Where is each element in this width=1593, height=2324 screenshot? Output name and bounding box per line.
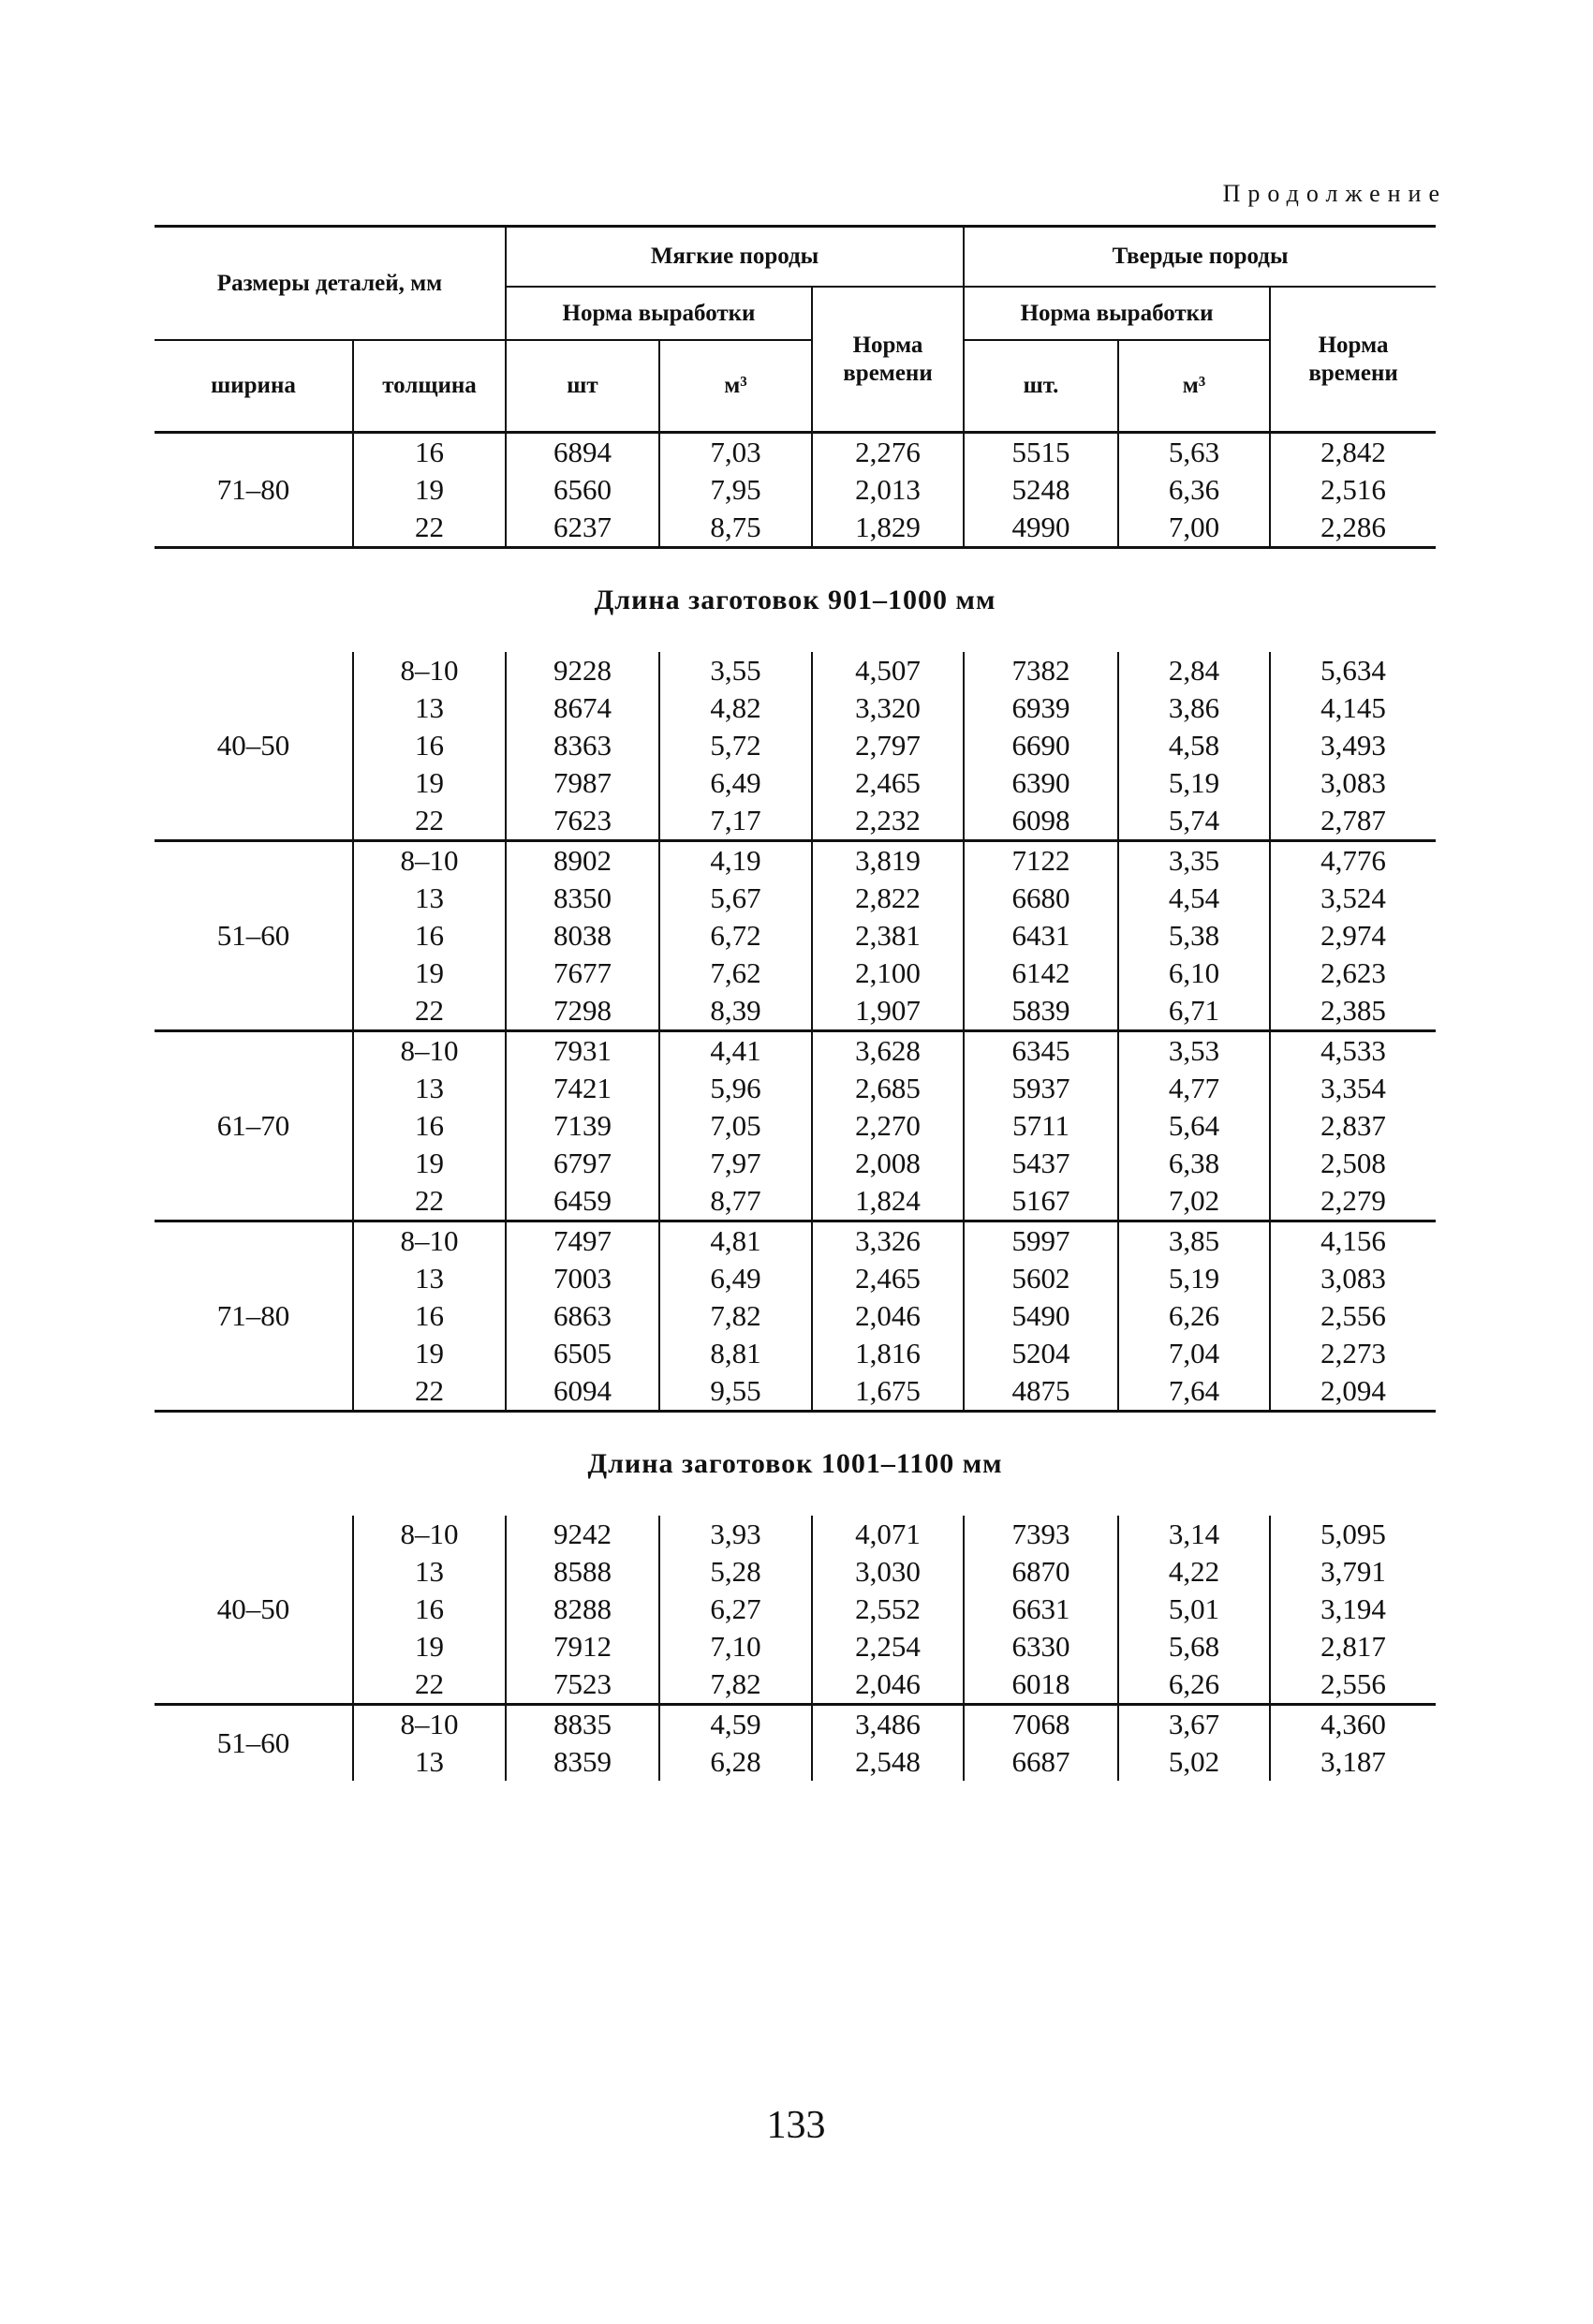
width-value: 71–80 <box>155 1221 353 1412</box>
hard-m3-value: 5,19 <box>1168 766 1220 799</box>
soft-pcs-header: шт <box>506 340 659 433</box>
soft-pcs-value: 7421 <box>553 1072 612 1104</box>
section-heading-row <box>155 1412 1436 1517</box>
hard-pcs-value: 7122 <box>1011 844 1070 877</box>
hard-time-norm-header: Норма времени <box>1270 287 1436 433</box>
hard-m3-value: 5,68 <box>1168 1630 1220 1663</box>
thickness-value: 8–10 <box>400 1708 459 1740</box>
soft-time-norm-value: 2,797 <box>855 729 921 762</box>
soft-time-norm-value: 3,628 <box>855 1034 921 1067</box>
thickness-column <box>353 433 506 548</box>
soft-m3-value: 7,17 <box>710 804 761 836</box>
hard-pcs-value: 6018 <box>1011 1667 1070 1700</box>
soft-m3-value: 7,95 <box>710 473 761 506</box>
thickness-value: 13 <box>415 881 444 914</box>
hard-pcs-value: 6098 <box>1011 804 1070 836</box>
soft-m3-value: 8,77 <box>710 1184 761 1217</box>
soft-time-norm-column <box>812 1221 964 1412</box>
soft-pcs-value: 8674 <box>553 691 612 724</box>
hard-m3-header: м³ <box>1118 340 1270 433</box>
width-value: 40–50 <box>155 1516 353 1705</box>
hard-time-norm-column <box>1270 1516 1436 1705</box>
hard-time-norm-value: 2,273 <box>1320 1337 1386 1369</box>
hard-m3-value: 3,86 <box>1168 691 1220 724</box>
hard-m3-value: 7,02 <box>1168 1184 1220 1217</box>
soft-m3-value: 4,41 <box>710 1034 761 1067</box>
hard-time-norm-value: 2,508 <box>1320 1147 1386 1179</box>
hard-pcs-value: 5490 <box>1011 1299 1070 1332</box>
hard-time-norm-value: 3,083 <box>1320 1262 1386 1295</box>
hard-m3-value: 4,77 <box>1168 1072 1220 1104</box>
thickness-value: 13 <box>415 1555 444 1588</box>
thickness-value: 8–10 <box>400 654 459 687</box>
soft-m3-value: 4,19 <box>710 844 761 877</box>
soft-species-header: Мягкие породы <box>506 227 964 288</box>
thickness-value: 22 <box>415 994 444 1027</box>
soft-m3-value: 5,67 <box>710 881 761 914</box>
table-body <box>155 433 1436 1782</box>
thickness-value: 13 <box>415 1745 444 1778</box>
soft-m3-value: 4,82 <box>710 691 761 724</box>
soft-time-norm-value: 2,100 <box>855 956 921 989</box>
soft-time-norm-column <box>812 1705 964 1782</box>
soft-time-norm-value: 2,270 <box>855 1109 921 1142</box>
soft-pcs-value: 6094 <box>553 1374 612 1407</box>
soft-m3-column <box>659 1221 812 1412</box>
table-row-group <box>155 1031 1436 1221</box>
hard-pcs-column <box>964 1516 1118 1705</box>
hard-m3-value: 6,36 <box>1168 473 1220 506</box>
thickness-value: 16 <box>415 1109 444 1142</box>
hard-time-norm-value: 3,791 <box>1320 1555 1386 1588</box>
thickness-value: 22 <box>415 511 444 543</box>
thickness-value: 16 <box>415 729 444 762</box>
hard-time-norm-value: 4,533 <box>1320 1034 1386 1067</box>
hard-time-norm-value: 2,516 <box>1320 473 1386 506</box>
soft-time-norm-value: 4,507 <box>855 654 921 687</box>
soft-time-norm-value: 2,685 <box>855 1072 921 1104</box>
hard-pcs-value: 6330 <box>1011 1630 1070 1663</box>
hard-pcs-value: 5839 <box>1011 994 1070 1027</box>
soft-pcs-value: 7931 <box>553 1034 612 1067</box>
soft-pcs-column <box>506 433 659 548</box>
thickness-value: 16 <box>415 1299 444 1332</box>
hard-time-norm-column <box>1270 1031 1436 1221</box>
soft-time-norm-value: 2,046 <box>855 1299 921 1332</box>
soft-m3-value: 4,81 <box>710 1224 761 1257</box>
thickness-value: 22 <box>415 1374 444 1407</box>
soft-m3-value: 7,82 <box>710 1299 761 1332</box>
hard-m3-value: 4,58 <box>1168 729 1220 762</box>
hard-time-norm-value: 3,187 <box>1320 1745 1386 1778</box>
hard-m3-column <box>1118 1516 1270 1705</box>
hard-output-norm-header: Норма выработки <box>964 287 1270 340</box>
hard-time-norm-value: 2,842 <box>1320 436 1386 468</box>
thickness-value: 8–10 <box>400 1517 459 1550</box>
hard-m3-value: 6,26 <box>1168 1667 1220 1700</box>
hard-pcs-column <box>964 841 1118 1031</box>
hard-pcs-value: 7068 <box>1011 1708 1070 1740</box>
hard-pcs-column <box>964 433 1118 548</box>
hard-time-norm-value: 3,493 <box>1320 729 1386 762</box>
hard-pcs-value: 6345 <box>1011 1034 1070 1067</box>
soft-time-norm-value: 2,381 <box>855 919 921 952</box>
soft-m3-value: 7,10 <box>710 1630 761 1663</box>
hard-m3-column <box>1118 1705 1270 1782</box>
thickness-value: 13 <box>415 1072 444 1104</box>
thickness-value: 8–10 <box>400 1224 459 1257</box>
soft-time-norm-value: 1,675 <box>855 1374 921 1407</box>
continuation-label: Продолжение <box>1222 180 1447 207</box>
soft-m3-header: м³ <box>659 340 812 433</box>
soft-pcs-value: 9242 <box>553 1517 612 1550</box>
soft-time-norm-value: 2,046 <box>855 1667 921 1700</box>
soft-pcs-value: 7987 <box>553 766 612 799</box>
hard-pcs-value: 5711 <box>1012 1109 1069 1142</box>
soft-pcs-value: 7139 <box>553 1109 612 1142</box>
soft-m3-column <box>659 433 812 548</box>
hard-time-norm-value: 4,360 <box>1320 1708 1386 1740</box>
width-value: 71–80 <box>155 433 353 548</box>
soft-pcs-column <box>506 841 659 1031</box>
hard-pcs-value: 5515 <box>1011 436 1070 468</box>
soft-m3-value: 6,72 <box>710 919 761 952</box>
hard-time-norm-value: 4,145 <box>1320 691 1386 724</box>
hard-pcs-value: 5997 <box>1011 1224 1070 1257</box>
soft-time-norm-value: 3,326 <box>855 1224 921 1257</box>
soft-m3-value: 6,27 <box>710 1592 761 1625</box>
hard-time-norm-value: 2,094 <box>1320 1374 1386 1407</box>
soft-pcs-value: 8835 <box>553 1708 612 1740</box>
soft-m3-value: 4,59 <box>710 1708 761 1740</box>
hard-pcs-value: 6690 <box>1011 729 1070 762</box>
hard-pcs-column <box>964 1221 1118 1412</box>
hard-m3-value: 7,64 <box>1168 1374 1220 1407</box>
thickness-value: 19 <box>415 1147 444 1179</box>
soft-pcs-value: 6237 <box>553 511 612 543</box>
hard-time-norm-value: 2,974 <box>1320 919 1386 952</box>
hard-pcs-value: 4875 <box>1011 1374 1070 1407</box>
soft-m3-value: 6,49 <box>710 1262 761 1295</box>
hard-m3-value: 6,26 <box>1168 1299 1220 1332</box>
hard-m3-column <box>1118 1031 1270 1221</box>
soft-pcs-value: 8350 <box>553 881 612 914</box>
hard-species-header: Твердые породы <box>964 227 1436 288</box>
soft-pcs-value: 7298 <box>553 994 612 1027</box>
hard-m3-value: 3,35 <box>1168 844 1220 877</box>
soft-pcs-value: 7523 <box>553 1667 612 1700</box>
table-row-group <box>155 1705 1436 1782</box>
hard-m3-value: 2,84 <box>1168 654 1220 687</box>
soft-pcs-value: 6863 <box>553 1299 612 1332</box>
hard-m3-column <box>1118 652 1270 841</box>
soft-pcs-value: 8902 <box>553 844 612 877</box>
width-header: ширина <box>155 340 353 433</box>
thickness-value: 22 <box>415 804 444 836</box>
hard-pcs-value: 6680 <box>1011 881 1070 914</box>
thickness-value: 22 <box>415 1667 444 1700</box>
hard-m3-value: 3,14 <box>1168 1517 1220 1550</box>
hard-pcs-value: 6870 <box>1011 1555 1070 1588</box>
thickness-value: 8–10 <box>400 844 459 877</box>
soft-m3-column <box>659 652 812 841</box>
hard-time-norm-value: 2,623 <box>1320 956 1386 989</box>
hard-time-norm-value: 2,556 <box>1320 1667 1386 1700</box>
thickness-value: 13 <box>415 1262 444 1295</box>
hard-time-norm-value: 3,194 <box>1320 1592 1386 1625</box>
soft-time-norm-value: 2,822 <box>855 881 921 914</box>
soft-m3-value: 8,81 <box>710 1337 761 1369</box>
hard-time-norm-value: 2,279 <box>1320 1184 1386 1217</box>
soft-time-norm-column <box>812 1031 964 1221</box>
soft-pcs-value: 6894 <box>553 436 612 468</box>
thickness-column <box>353 1031 506 1221</box>
thickness-column <box>353 1705 506 1782</box>
hard-time-norm-column <box>1270 1221 1436 1412</box>
soft-m3-value: 6,49 <box>710 766 761 799</box>
soft-pcs-column <box>506 1221 659 1412</box>
thickness-value: 19 <box>415 473 444 506</box>
soft-time-norm-value: 2,232 <box>855 804 921 836</box>
soft-pcs-value: 7623 <box>553 804 612 836</box>
width-value: 40–50 <box>155 652 353 841</box>
soft-pcs-value: 8038 <box>553 919 612 952</box>
soft-pcs-value: 8588 <box>553 1555 612 1588</box>
hard-time-norm-value: 3,524 <box>1320 881 1386 914</box>
soft-m3-value: 8,39 <box>710 994 761 1027</box>
soft-m3-column <box>659 841 812 1031</box>
hard-time-norm-value: 5,634 <box>1320 654 1386 687</box>
thickness-column <box>353 1221 506 1412</box>
dimensions-header: Размеры деталей, мм <box>155 227 506 341</box>
hard-pcs-value: 6142 <box>1011 956 1070 989</box>
soft-time-norm-value: 1,816 <box>855 1337 921 1369</box>
soft-m3-value: 5,28 <box>710 1555 761 1588</box>
hard-m3-value: 7,04 <box>1168 1337 1220 1369</box>
hard-time-norm-value: 3,354 <box>1320 1072 1386 1104</box>
width-value: 61–70 <box>155 1031 353 1221</box>
hard-time-norm-value: 2,787 <box>1320 804 1386 836</box>
hard-m3-value: 3,85 <box>1168 1224 1220 1257</box>
hard-pcs-value: 6687 <box>1011 1745 1070 1778</box>
hard-m3-value: 5,02 <box>1168 1745 1220 1778</box>
hard-pcs-value: 6431 <box>1011 919 1070 952</box>
soft-m3-value: 6,28 <box>710 1745 761 1778</box>
soft-pcs-value: 8359 <box>553 1745 612 1778</box>
hard-m3-value: 6,71 <box>1168 994 1220 1027</box>
hard-pcs-column <box>964 652 1118 841</box>
soft-time-norm-value: 1,907 <box>855 994 921 1027</box>
soft-time-norm-value: 2,254 <box>855 1630 921 1663</box>
soft-time-norm-value: 1,824 <box>855 1184 921 1217</box>
soft-pcs-value: 7497 <box>553 1224 612 1257</box>
soft-pcs-column <box>506 1031 659 1221</box>
hard-time-norm-value: 2,817 <box>1320 1630 1386 1663</box>
hard-m3-value: 5,38 <box>1168 919 1220 952</box>
hard-m3-value: 6,10 <box>1168 956 1220 989</box>
soft-m3-value: 7,05 <box>710 1109 761 1142</box>
thickness-value: 16 <box>415 919 444 952</box>
soft-pcs-value: 9228 <box>553 654 612 687</box>
hard-pcs-value: 6631 <box>1011 1592 1070 1625</box>
hard-m3-value: 6,38 <box>1168 1147 1220 1179</box>
soft-m3-value: 7,82 <box>710 1667 761 1700</box>
hard-time-norm-column <box>1270 1705 1436 1782</box>
soft-m3-value: 7,03 <box>710 436 761 468</box>
hard-pcs-value: 6939 <box>1011 691 1070 724</box>
soft-m3-column <box>659 1705 812 1782</box>
soft-time-norm-value: 1,829 <box>855 511 921 543</box>
soft-time-norm-value: 2,013 <box>855 473 921 506</box>
table-row-group <box>155 433 1436 548</box>
soft-pcs-value: 8288 <box>553 1592 612 1625</box>
soft-time-norm-column <box>812 433 964 548</box>
soft-time-norm-value: 2,465 <box>855 766 921 799</box>
hard-time-norm-value: 3,083 <box>1320 766 1386 799</box>
hard-m3-column <box>1118 433 1270 548</box>
soft-output-norm-header: Норма выработки <box>506 287 812 340</box>
soft-time-norm-value: 2,465 <box>855 1262 921 1295</box>
soft-pcs-column <box>506 1705 659 1782</box>
soft-m3-value: 5,96 <box>710 1072 761 1104</box>
soft-time-norm-value: 2,552 <box>855 1592 921 1625</box>
hard-pcs-value: 5248 <box>1011 473 1070 506</box>
thickness-value: 22 <box>415 1184 444 1217</box>
table-row-group <box>155 652 1436 841</box>
soft-pcs-value: 6459 <box>553 1184 612 1217</box>
hard-m3-value: 7,00 <box>1168 511 1220 543</box>
soft-time-norm-value: 2,548 <box>855 1745 921 1778</box>
hard-time-norm-value: 2,385 <box>1320 994 1386 1027</box>
soft-time-norm-value: 3,320 <box>855 691 921 724</box>
thickness-value: 19 <box>415 1337 444 1369</box>
hard-pcs-value: 5937 <box>1011 1072 1070 1104</box>
hard-pcs-value: 5167 <box>1011 1184 1070 1217</box>
soft-time-norm-value: 3,486 <box>855 1708 921 1740</box>
soft-time-norm-value: 3,819 <box>855 844 921 877</box>
hard-time-norm-value: 5,095 <box>1320 1517 1386 1550</box>
thickness-value: 13 <box>415 691 444 724</box>
hard-m3-value: 4,54 <box>1168 881 1220 914</box>
soft-m3-value: 8,75 <box>710 511 761 543</box>
hard-pcs-column <box>964 1705 1118 1782</box>
width-value: 51–60 <box>155 1705 353 1782</box>
soft-time-norm-value: 3,030 <box>855 1555 921 1588</box>
section-title: Длина заготовок 901–1000 мм <box>155 548 1436 653</box>
soft-pcs-column <box>506 1516 659 1705</box>
soft-m3-value: 9,55 <box>710 1374 761 1407</box>
hard-pcs-column <box>964 1031 1118 1221</box>
soft-m3-value: 3,55 <box>710 654 761 687</box>
soft-m3-value: 7,62 <box>710 956 761 989</box>
soft-pcs-value: 8363 <box>553 729 612 762</box>
thickness-value: 19 <box>415 956 444 989</box>
hard-pcs-value: 4990 <box>1011 511 1070 543</box>
soft-m3-value: 5,72 <box>710 729 761 762</box>
hard-m3-value: 5,19 <box>1168 1262 1220 1295</box>
hard-time-norm-value: 2,286 <box>1320 511 1386 543</box>
thickness-column <box>353 652 506 841</box>
hard-pcs-value: 5437 <box>1011 1147 1070 1179</box>
thickness-value: 19 <box>415 766 444 799</box>
thickness-column <box>353 1516 506 1705</box>
hard-m3-value: 3,53 <box>1168 1034 1220 1067</box>
hard-time-norm-column <box>1270 433 1436 548</box>
thickness-value: 19 <box>415 1630 444 1663</box>
section-title: Длина заготовок 1001–1100 мм <box>155 1412 1436 1517</box>
soft-pcs-value: 7677 <box>553 956 612 989</box>
table-row-group <box>155 841 1436 1031</box>
soft-pcs-column <box>506 652 659 841</box>
soft-pcs-value: 6505 <box>553 1337 612 1369</box>
soft-time-norm-value: 2,008 <box>855 1147 921 1179</box>
soft-time-norm-column <box>812 652 964 841</box>
soft-time-norm-value: 2,276 <box>855 436 921 468</box>
hard-pcs-value: 5602 <box>1011 1262 1070 1295</box>
table-row-group <box>155 1516 1436 1705</box>
thickness-value: 8–10 <box>400 1034 459 1067</box>
hard-m3-column <box>1118 1221 1270 1412</box>
hard-m3-value: 3,67 <box>1168 1708 1220 1740</box>
hard-m3-value: 5,74 <box>1168 804 1220 836</box>
hard-m3-value: 5,63 <box>1168 436 1220 468</box>
soft-time-norm-header: Норма времени <box>812 287 964 433</box>
soft-pcs-value: 7912 <box>553 1630 612 1663</box>
hard-time-norm-column <box>1270 841 1436 1031</box>
soft-m3-column <box>659 1031 812 1221</box>
soft-m3-value: 7,97 <box>710 1147 761 1179</box>
hard-m3-value: 5,64 <box>1168 1109 1220 1142</box>
hard-time-norm-value: 2,556 <box>1320 1299 1386 1332</box>
thickness-value: 16 <box>415 1592 444 1625</box>
soft-m3-value: 3,93 <box>710 1517 761 1550</box>
hard-pcs-value: 7382 <box>1011 654 1070 687</box>
hard-pcs-value: 5204 <box>1011 1337 1070 1369</box>
norms-table <box>155 225 1436 1781</box>
hard-pcs-header: шт. <box>964 340 1118 433</box>
soft-pcs-value: 6797 <box>553 1147 612 1179</box>
thickness-column <box>353 841 506 1031</box>
thickness-header: толщина <box>353 340 506 433</box>
hard-pcs-value: 7393 <box>1011 1517 1070 1550</box>
section-heading-row <box>155 548 1436 653</box>
soft-time-norm-value: 4,071 <box>855 1517 921 1550</box>
hard-m3-value: 4,22 <box>1168 1555 1220 1588</box>
hard-time-norm-value: 4,156 <box>1320 1224 1386 1257</box>
thickness-value: 16 <box>415 436 444 468</box>
hard-m3-column <box>1118 841 1270 1031</box>
hard-time-norm-value: 4,776 <box>1320 844 1386 877</box>
soft-pcs-value: 7003 <box>553 1262 612 1295</box>
hard-time-norm-column <box>1270 652 1436 841</box>
soft-time-norm-column <box>812 1516 964 1705</box>
table-row-group <box>155 1221 1436 1412</box>
width-value: 51–60 <box>155 841 353 1031</box>
hard-time-norm-value: 2,837 <box>1320 1109 1386 1142</box>
table-header <box>155 227 1436 433</box>
hard-m3-value: 5,01 <box>1168 1592 1220 1625</box>
soft-time-norm-column <box>812 841 964 1031</box>
page-number: 133 <box>766 2104 826 2147</box>
hard-pcs-value: 6390 <box>1011 766 1070 799</box>
soft-m3-column <box>659 1516 812 1705</box>
soft-pcs-value: 6560 <box>553 473 612 506</box>
